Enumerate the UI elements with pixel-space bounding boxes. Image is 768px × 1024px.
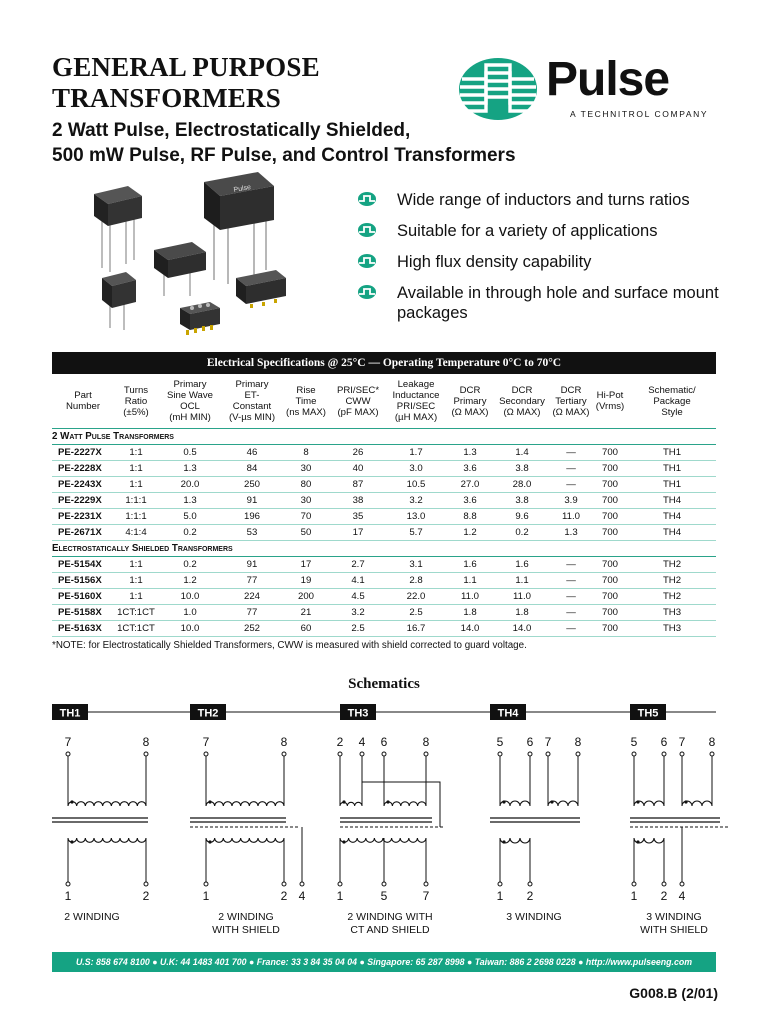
schematic-caption: 2 WINDING [218,911,274,923]
table-cell: 2.5 [330,621,386,637]
table-cell: 196 [222,509,282,525]
table-row [52,493,716,509]
polarity-dot [636,800,639,803]
polarity-dot [208,800,211,803]
polarity-dot [502,800,505,803]
schematic-th3 [337,704,444,936]
subtitle-line-1: 2 Watt Pulse, Electrostatically Shielded, [52,120,411,141]
pulse-bullet-icon [358,285,376,299]
pin-terminal [144,752,148,756]
table-cell: TH4 [628,509,716,525]
pin-terminal [632,752,636,756]
pin-label: 7 [64,735,72,749]
polarity-dot [386,800,389,803]
feature-item [358,221,738,241]
polarity-dot [70,800,73,803]
pin-terminal [528,882,532,886]
winding-coil [340,838,426,842]
table-cell: TH4 [628,525,716,541]
table-cell: 700 [592,477,628,493]
pin-label: 6 [660,735,668,749]
pin-terminal [498,752,502,756]
pin-label: 1 [496,889,504,903]
table-cell: 1.3 [550,525,592,541]
table-cell: 5.7 [386,525,446,541]
table-cell: 2.5 [386,605,446,621]
table-cell: 1.3 [158,461,222,477]
page-subtitle [52,118,516,168]
table-cell: — [550,557,592,573]
table-cell: 1.6 [446,557,494,573]
table-cell: 200 [282,589,330,605]
table-cell: 26 [330,445,386,461]
pin-terminal [498,882,502,886]
schematic-caption: CT AND SHIELD [350,924,430,936]
schematic-th1 [52,704,150,923]
pin-label: 1 [336,889,344,903]
feature-text: Wide range of inductors and turns ratios [397,191,690,209]
logo-tagline: A TECHNITROL COMPANY [570,109,709,119]
schematic-th4 [490,704,582,923]
pin-label: 8 [142,735,150,749]
pin-label: 6 [526,735,534,749]
table-cell: 1.0 [158,605,222,621]
table-cell: 700 [592,525,628,541]
table-cell: 1.2 [446,525,494,541]
table-cell: 4:1:4 [114,525,158,541]
table-cell: 27.0 [446,477,494,493]
table-cell: 1.8 [446,605,494,621]
table-cell: 10.0 [158,621,222,637]
col-header-dcr-secondary: DCR Secondary (Ω MAX) [494,374,550,429]
table-cell: 1:1 [114,573,158,589]
transformer-smd-right [236,270,286,308]
table-cell: PE-2231X [52,509,114,525]
table-cell: 700 [592,589,628,605]
table-cell: 2.8 [386,573,446,589]
schematic-tag: TH1 [59,707,81,720]
table-cell: 91 [222,493,282,509]
schematic-th5 [630,704,730,936]
polarity-dot [70,840,73,843]
polarity-dot [684,800,687,803]
feature-list [358,190,738,334]
pin-terminal [424,882,428,886]
table-cell: 17 [282,557,330,573]
table-cell: — [550,605,592,621]
pin-label: 2 [526,889,534,903]
schematic-caption: WITH SHIELD [640,924,708,936]
schematics-title: Schematics [348,676,420,692]
pin-terminal [680,882,684,886]
table-cell: PE-2227X [52,445,114,461]
table-cell: — [550,461,592,477]
table-cell: 35 [330,509,386,525]
table-cell: TH2 [628,589,716,605]
table-cell: TH1 [628,477,716,493]
pulse-logo [458,53,718,122]
winding-coil [206,802,284,806]
table-cell: TH3 [628,621,716,637]
section-title-shielded: Electrostatically Shielded Transformers [52,541,716,557]
table-cell: TH2 [628,557,716,573]
schematic-caption: 2 WINDING [64,911,120,923]
pin-terminal [300,882,304,886]
table-cell: 91 [222,557,282,573]
table-cell: 1.8 [494,605,550,621]
pin-label: 4 [678,889,686,903]
pin-terminal [204,752,208,756]
table-cell: 700 [592,445,628,461]
pin-terminal [710,752,714,756]
table-cell: 40 [330,461,386,477]
transformer-middle [154,242,206,296]
pin-terminal [338,752,342,756]
table-cell: 80 [282,477,330,493]
pin-label: 7 [544,735,552,749]
table-cell: 1:1 [114,477,158,493]
document-number: G008.B (2/01) [629,985,718,1001]
transformer-smd-front [180,302,220,335]
pin-label: 2 [280,889,288,903]
winding-coil [206,838,284,842]
table-cell: TH3 [628,605,716,621]
table-cell: 11.0 [494,589,550,605]
table-row [52,445,716,461]
table-cell: 30 [282,461,330,477]
table-cell: 1:1 [114,589,158,605]
table-body [52,429,716,637]
table-cell: 700 [592,605,628,621]
table-cell: 700 [592,493,628,509]
table-row [52,509,716,525]
section-row [52,541,716,557]
pin-terminal [338,882,342,886]
table-cell: 9.6 [494,509,550,525]
table-cell: 1.4 [494,445,550,461]
table-cell: 14.0 [494,621,550,637]
table-cell: 1CT:1CT [114,605,158,621]
schematic-tag: TH2 [197,707,219,720]
pin-label: 4 [298,889,306,903]
col-header-cww: PRI/SEC* CWW (pF MAX) [330,374,386,429]
table-cell: 21 [282,605,330,621]
pin-terminal [382,882,386,886]
table-cell: 3.6 [446,493,494,509]
pin-terminal [680,752,684,756]
table-cell: 38 [330,493,386,509]
table-row [52,605,716,621]
table-cell: PE-5156X [52,573,114,589]
page-title [52,52,320,114]
pin-label: 5 [630,735,638,749]
table-cell: 3.8 [494,461,550,477]
pin-terminal [360,752,364,756]
pin-terminal [632,882,636,886]
pin-terminal [282,882,286,886]
schematic-caption: 3 WINDING [506,911,562,923]
feature-item [358,252,738,272]
table-cell: 700 [592,621,628,637]
pin-label: 8 [422,735,430,749]
table-cell: 10.5 [386,477,446,493]
table-row [52,461,716,477]
pulse-bullet-icon [358,192,376,206]
winding-coil [68,802,146,806]
pin-label: 1 [630,889,638,903]
table-cell: PE-2671X [52,525,114,541]
table-header-row [52,374,716,429]
table-cell: 0.2 [158,557,222,573]
table-cell: PE-2229X [52,493,114,509]
pin-label: 6 [380,735,388,749]
table-note: *NOTE: for Electrostatically Shielded Transformers, CWW is measured with shield corrected to guard voltage. [52,640,527,651]
table-cell: TH2 [628,573,716,589]
table-cell: 0.5 [158,445,222,461]
table-cell: 3.0 [386,461,446,477]
schematics-diagram [40,702,730,942]
feature-text: High flux density capability [397,253,592,271]
table-cell: 1.1 [494,573,550,589]
table-cell: 3.6 [446,461,494,477]
table-row [52,477,716,493]
table-cell: PE-5160X [52,589,114,605]
feature-item [358,190,738,210]
table-cell: 84 [222,461,282,477]
col-header-style: Schematic/ Package Style [628,374,716,429]
pin-label: 1 [64,889,72,903]
table-cell: PE-5154X [52,557,114,573]
winding-coil [384,802,426,806]
col-header-part: Part Number [52,374,114,429]
table-cell: 17 [330,525,386,541]
table-cell: 22.0 [386,589,446,605]
table-cell: 1.1 [446,573,494,589]
col-header-dcr-primary: DCR Primary (Ω MAX) [446,374,494,429]
pulse-logo-icon [458,56,538,122]
table-cell: 19 [282,573,330,589]
table-cell: 1.7 [386,445,446,461]
pin-terminal [204,882,208,886]
pin-label: 7 [422,889,430,903]
schematic-tag: TH4 [497,707,519,720]
pin-label: 8 [574,735,582,749]
table-row [52,525,716,541]
schematic-caption: 2 WINDING WITH [347,911,433,923]
table-cell: PE-5158X [52,605,114,621]
polarity-dot [208,840,211,843]
polarity-dot [342,840,345,843]
pin-terminal [282,752,286,756]
table-cell: — [550,589,592,605]
table-cell: 1:1 [114,445,158,461]
table-cell: 87 [330,477,386,493]
pulse-bullet-icon [358,223,376,237]
title-line-1: GENERAL PURPOSE [52,52,320,82]
table-cell: 13.0 [386,509,446,525]
table-cell: 30 [282,493,330,509]
table-cell: 11.0 [550,509,592,525]
table-cell: 53 [222,525,282,541]
table-cell: TH1 [628,461,716,477]
table-cell: 700 [592,509,628,525]
table-row [52,573,716,589]
schematic-caption: 3 WINDING [646,911,702,923]
table-cell: 700 [592,573,628,589]
shield-connection [362,762,440,827]
table-cell: — [550,477,592,493]
table-cell: 700 [592,557,628,573]
table-cell: 0.2 [494,525,550,541]
table-row [52,621,716,637]
table-cell: 77 [222,605,282,621]
feature-text: Suitable for a variety of applications [397,222,658,240]
col-header-hipot: Hi-Pot (Vrms) [592,374,628,429]
col-header-ocl: Primary Sine Wave OCL (mH MIN) [158,374,222,429]
contact-bar: U.S: 858 674 8100 ● U.K: 44 1483 401 700 ● France: 33 3 84 35 04 04 ● Singapore: 65 287 8998 ● Taiwan: 886 2 2698 0228 ● http://www.pulseeng.com [52,952,716,972]
pin-label: 2 [142,889,150,903]
feature-text: Available in through hole and surface mount packages [397,284,719,322]
table-row [52,557,716,573]
table-cell: PE-2228X [52,461,114,477]
table-cell: 4.1 [330,573,386,589]
table-cell: 1CT:1CT [114,621,158,637]
table-cell: 5.0 [158,509,222,525]
table-cell: — [550,573,592,589]
pin-label: 5 [380,889,388,903]
schematic-th2 [190,704,306,936]
table-cell: — [550,445,592,461]
pin-terminal [662,752,666,756]
col-header-turns: Turns Ratio (±5%) [114,374,158,429]
table-cell: 252 [222,621,282,637]
table-cell: 0.2 [158,525,222,541]
table-cell: 60 [282,621,330,637]
logo-wordmark: Pulse [546,53,670,106]
table-cell: 224 [222,589,282,605]
table-cell: 14.0 [446,621,494,637]
pin-terminal [662,882,666,886]
section-title-2w: 2 Watt Pulse Transformers [52,429,716,445]
polarity-dot [636,840,639,843]
table-cell: 8 [282,445,330,461]
table-cell: 1:1:1 [114,493,158,509]
table-cell: 700 [592,461,628,477]
table-cell: 77 [222,573,282,589]
table-cell: 4.5 [330,589,386,605]
pin-terminal [66,882,70,886]
table-cell: — [550,621,592,637]
table-cell: 3.2 [330,605,386,621]
pin-label: 1 [202,889,210,903]
pin-label: 8 [708,735,716,749]
table-cell: 70 [282,509,330,525]
table-row [52,589,716,605]
feature-item [358,283,738,323]
table-cell: 3.9 [550,493,592,509]
col-header-dcr-tertiary: DCR Tertiary (Ω MAX) [550,374,592,429]
table-cell: 1:1:1 [114,509,158,525]
schematic-tag: TH5 [637,707,659,720]
winding-coil [68,838,146,842]
table-cell: 1.3 [446,445,494,461]
table-cell: 1:1 [114,557,158,573]
transformer-tall [204,172,274,284]
table-cell: 1:1 [114,461,158,477]
pin-terminal [382,752,386,756]
table-cell: 3.2 [386,493,446,509]
table-cell: 10.0 [158,589,222,605]
pin-label: 5 [496,735,504,749]
table-cell: 28.0 [494,477,550,493]
transformer-left [94,186,142,272]
pin-label: 2 [336,735,344,749]
transformer-small [102,272,136,330]
pulse-bullet-icon [358,254,376,268]
schematic-tag: TH3 [347,707,369,720]
pin-terminal [144,882,148,886]
product-photo [86,168,326,338]
polarity-dot [550,800,553,803]
col-header-leakage: Leakage Inductance PRI/SEC (µH MAX) [386,374,446,429]
title-line-2: TRANSFORMERS [52,83,281,113]
table-cell: 1.6 [494,557,550,573]
pin-terminal [66,752,70,756]
pin-label: 7 [202,735,210,749]
schematic-caption: WITH SHIELD [212,924,280,936]
pin-label: 8 [280,735,288,749]
pin-terminal [576,752,580,756]
polarity-dot [502,840,505,843]
pin-label: 4 [358,735,366,749]
table-cell: 20.0 [158,477,222,493]
table-cell: TH4 [628,493,716,509]
table-cell: 3.8 [494,493,550,509]
pin-terminal [528,752,532,756]
table-cell: 2.7 [330,557,386,573]
pin-label: 2 [660,889,668,903]
table-cell: 16.7 [386,621,446,637]
table-cell: 46 [222,445,282,461]
svg-text:Pulse: Pulse [233,184,252,194]
table-cell: 250 [222,477,282,493]
pin-label: 7 [678,735,686,749]
table-banner: Electrical Specifications @ 25°C — Operating Temperature 0°C to 70°C [52,352,716,374]
pin-terminal [424,752,428,756]
table-cell: 1.3 [158,493,222,509]
table-cell: TH1 [628,445,716,461]
table-cell: 3.1 [386,557,446,573]
table-cell: 50 [282,525,330,541]
table-cell: 1.2 [158,573,222,589]
polarity-dot [342,800,345,803]
col-header-rise: Rise Time (ns MAX) [282,374,330,429]
col-header-et: Primary ET- Constant (V-µs MIN) [222,374,282,429]
table-cell: PE-5163X [52,621,114,637]
table-cell: 11.0 [446,589,494,605]
table-cell: PE-2243X [52,477,114,493]
table-cell: 8.8 [446,509,494,525]
spec-table [52,352,716,637]
pin-terminal [546,752,550,756]
section-row [52,429,716,445]
subtitle-line-2: 500 mW Pulse, RF Pulse, and Control Transformers [52,145,516,166]
